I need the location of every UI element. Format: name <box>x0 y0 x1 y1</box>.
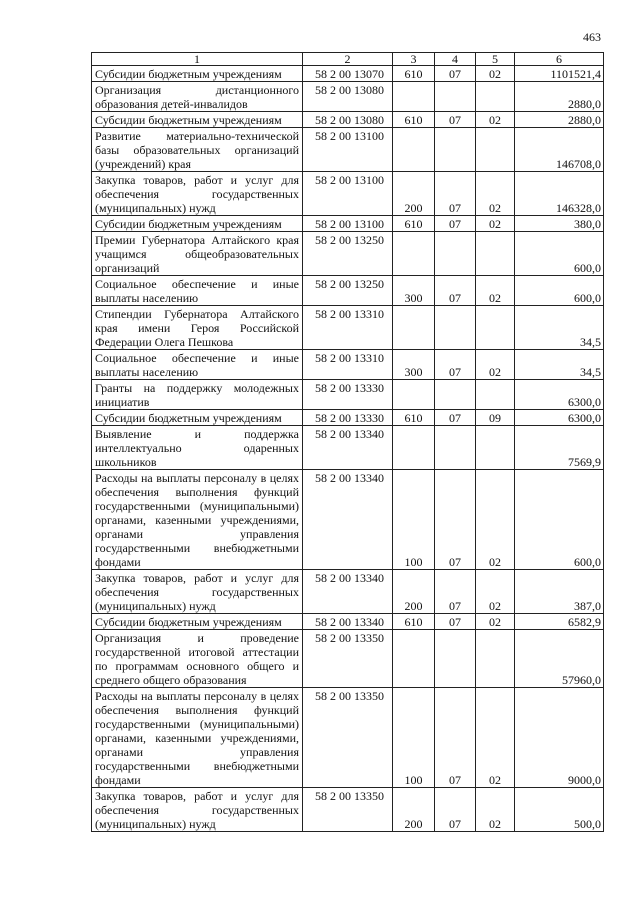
expense-type-cell <box>393 232 435 276</box>
expense-type-cell: 610 <box>393 66 435 82</box>
target-article-code-cell: 58 2 00 13330 <box>303 410 393 426</box>
subsection-cell: 02 <box>476 66 515 82</box>
section-cell <box>435 306 476 350</box>
expense-name-cell: Организация дистанционного образования детей-инвалидов <box>92 82 303 112</box>
subsection-cell: 02 <box>476 788 515 832</box>
table-row <box>92 112 604 128</box>
expense-type-cell <box>393 630 435 688</box>
amount-cell: 146708,0 <box>515 128 604 172</box>
expense-type-cell <box>393 82 435 112</box>
expense-type-cell <box>393 128 435 172</box>
target-article-code-cell: 58 2 00 13340 <box>303 426 393 470</box>
table-row <box>92 82 604 112</box>
table-row <box>92 66 604 82</box>
target-article-code-cell: 58 2 00 13070 <box>303 66 393 82</box>
column-header: 3 <box>393 53 435 66</box>
column-header: 6 <box>515 53 604 66</box>
section-cell: 07 <box>435 66 476 82</box>
target-article-code-cell: 58 2 00 13310 <box>303 350 393 380</box>
subsection-cell <box>476 128 515 172</box>
subsection-cell: 02 <box>476 216 515 232</box>
expense-type-cell: 200 <box>393 172 435 216</box>
section-cell <box>435 426 476 470</box>
target-article-code-cell: 58 2 00 13340 <box>303 470 393 570</box>
target-article-code-cell: 58 2 00 13080 <box>303 112 393 128</box>
expense-type-cell: 300 <box>393 276 435 306</box>
subsection-cell: 02 <box>476 112 515 128</box>
section-cell: 07 <box>435 410 476 426</box>
subsection-cell <box>476 306 515 350</box>
amount-cell: 2880,0 <box>515 82 604 112</box>
subsection-cell <box>476 426 515 470</box>
expense-type-cell: 610 <box>393 112 435 128</box>
expense-name-cell: Социальное обеспечение и иные выплаты населению <box>92 276 303 306</box>
expense-name-cell: Премии Губернатора Алтайского края учащимся общеобразовательных организаций <box>92 232 303 276</box>
subsection-cell <box>476 82 515 112</box>
target-article-code-cell: 58 2 00 13350 <box>303 788 393 832</box>
amount-cell: 9000,0 <box>515 688 604 788</box>
section-cell: 07 <box>435 216 476 232</box>
expense-name-cell: Социальное обеспечение и иные выплаты населению <box>92 350 303 380</box>
expense-name-cell: Расходы на выплаты персоналу в целях обеспечения выполнения функций государственными (муниципальными) органами, казенными учреждениями, органами управления государственными внебюджетными фондами <box>92 688 303 788</box>
subsection-cell: 02 <box>476 614 515 630</box>
expense-name-cell: Закупка товаров, работ и услуг для обеспечения государственных (муниципальных) нужд <box>92 172 303 216</box>
expense-type-cell: 200 <box>393 570 435 614</box>
column-header: 1 <box>92 53 303 66</box>
expense-name-cell: Развитие материально-технической базы образовательных организаций (учреждений) края <box>92 128 303 172</box>
section-cell: 07 <box>435 350 476 380</box>
expense-type-cell: 300 <box>393 350 435 380</box>
subsection-cell <box>476 232 515 276</box>
expense-name-cell: Субсидии бюджетным учреждениям <box>92 410 303 426</box>
column-header: 5 <box>476 53 515 66</box>
target-article-code-cell: 58 2 00 13250 <box>303 232 393 276</box>
subsection-cell <box>476 380 515 410</box>
target-article-code-cell: 58 2 00 13350 <box>303 688 393 788</box>
subsection-cell: 02 <box>476 570 515 614</box>
amount-cell: 6582,9 <box>515 614 604 630</box>
section-cell: 07 <box>435 470 476 570</box>
amount-cell: 6300,0 <box>515 410 604 426</box>
subsection-cell: 09 <box>476 410 515 426</box>
expense-name-cell: Гранты на поддержку молодежных инициатив <box>92 380 303 410</box>
target-article-code-cell: 58 2 00 13100 <box>303 128 393 172</box>
amount-cell: 1101521,4 <box>515 66 604 82</box>
expense-type-cell: 200 <box>393 788 435 832</box>
amount-cell: 6300,0 <box>515 380 604 410</box>
target-article-code-cell: 58 2 00 13100 <box>303 172 393 216</box>
expense-type-cell: 100 <box>393 470 435 570</box>
expense-type-cell: 100 <box>393 688 435 788</box>
expense-name-cell: Закупка товаров, работ и услуг для обеспечения государственных (муниципальных) нужд <box>92 788 303 832</box>
section-cell: 07 <box>435 788 476 832</box>
subsection-cell: 02 <box>476 688 515 788</box>
expense-type-cell: 610 <box>393 410 435 426</box>
table-row <box>92 306 604 350</box>
section-cell: 07 <box>435 276 476 306</box>
target-article-code-cell: 58 2 00 13250 <box>303 276 393 306</box>
amount-cell: 57960,0 <box>515 630 604 688</box>
amount-cell: 146328,0 <box>515 172 604 216</box>
amount-cell: 380,0 <box>515 216 604 232</box>
table-row <box>92 128 604 172</box>
target-article-code-cell: 58 2 00 13100 <box>303 216 393 232</box>
section-cell <box>435 232 476 276</box>
table-row <box>92 380 604 410</box>
expense-name-cell: Стипендии Губернатора Алтайского края имени Героя Российской Федерации Олега Пешкова <box>92 306 303 350</box>
section-cell: 07 <box>435 570 476 614</box>
amount-cell: 500,0 <box>515 788 604 832</box>
amount-cell: 600,0 <box>515 276 604 306</box>
expense-type-cell: 610 <box>393 216 435 232</box>
section-cell: 07 <box>435 172 476 216</box>
column-header: 2 <box>303 53 393 66</box>
target-article-code-cell: 58 2 00 13330 <box>303 380 393 410</box>
section-cell: 07 <box>435 112 476 128</box>
table-row <box>92 788 604 832</box>
table-row <box>92 470 604 570</box>
table-row <box>92 410 604 426</box>
table-row <box>92 276 604 306</box>
amount-cell: 387,0 <box>515 570 604 614</box>
table-row <box>92 614 604 630</box>
expense-name-cell: Субсидии бюджетным учреждениям <box>92 112 303 128</box>
expense-type-cell: 610 <box>393 614 435 630</box>
target-article-code-cell: 58 2 00 13310 <box>303 306 393 350</box>
table-row <box>92 570 604 614</box>
table-row <box>92 216 604 232</box>
column-header: 4 <box>435 53 476 66</box>
amount-cell: 2880,0 <box>515 112 604 128</box>
expense-name-cell: Субсидии бюджетным учреждениям <box>92 216 303 232</box>
budget-table <box>91 52 604 832</box>
target-article-code-cell: 58 2 00 13340 <box>303 570 393 614</box>
section-cell <box>435 630 476 688</box>
section-cell <box>435 380 476 410</box>
amount-cell: 7569,9 <box>515 426 604 470</box>
subsection-cell: 02 <box>476 470 515 570</box>
subsection-cell <box>476 630 515 688</box>
target-article-code-cell: 58 2 00 13080 <box>303 82 393 112</box>
target-article-code-cell: 58 2 00 13340 <box>303 614 393 630</box>
subsection-cell: 02 <box>476 172 515 216</box>
amount-cell: 600,0 <box>515 232 604 276</box>
table-row <box>92 426 604 470</box>
table-row <box>92 232 604 276</box>
subsection-cell: 02 <box>476 276 515 306</box>
table-header-row <box>92 53 604 66</box>
section-cell: 07 <box>435 614 476 630</box>
table-body <box>92 66 604 832</box>
expense-name-cell: Закупка товаров, работ и услуг для обеспечения государственных (муниципальных) нужд <box>92 570 303 614</box>
section-cell <box>435 128 476 172</box>
amount-cell: 600,0 <box>515 470 604 570</box>
table-row <box>92 630 604 688</box>
amount-cell: 34,5 <box>515 350 604 380</box>
table-row <box>92 350 604 380</box>
table-row <box>92 688 604 788</box>
expense-name-cell: Расходы на выплаты персоналу в целях обеспечения выполнения функций государственными (муниципальными) органами, казенными учреждениями, органами управления государственными внебюджетными фондами <box>92 470 303 570</box>
section-cell: 07 <box>435 688 476 788</box>
expense-name-cell: Субсидии бюджетным учреждениям <box>92 66 303 82</box>
table-row <box>92 172 604 216</box>
amount-cell: 34,5 <box>515 306 604 350</box>
subsection-cell: 02 <box>476 350 515 380</box>
expense-type-cell <box>393 380 435 410</box>
expense-type-cell <box>393 426 435 470</box>
expense-type-cell <box>393 306 435 350</box>
target-article-code-cell: 58 2 00 13350 <box>303 630 393 688</box>
expense-name-cell: Организация и проведение государственной итоговой аттестации по программам основного общего и среднего общего образования <box>92 630 303 688</box>
expense-name-cell: Выявление и поддержка интеллектуально одаренных школьников <box>92 426 303 470</box>
expense-name-cell: Субсидии бюджетным учреждениям <box>92 614 303 630</box>
section-cell <box>435 82 476 112</box>
page-number: 463 <box>583 30 601 44</box>
